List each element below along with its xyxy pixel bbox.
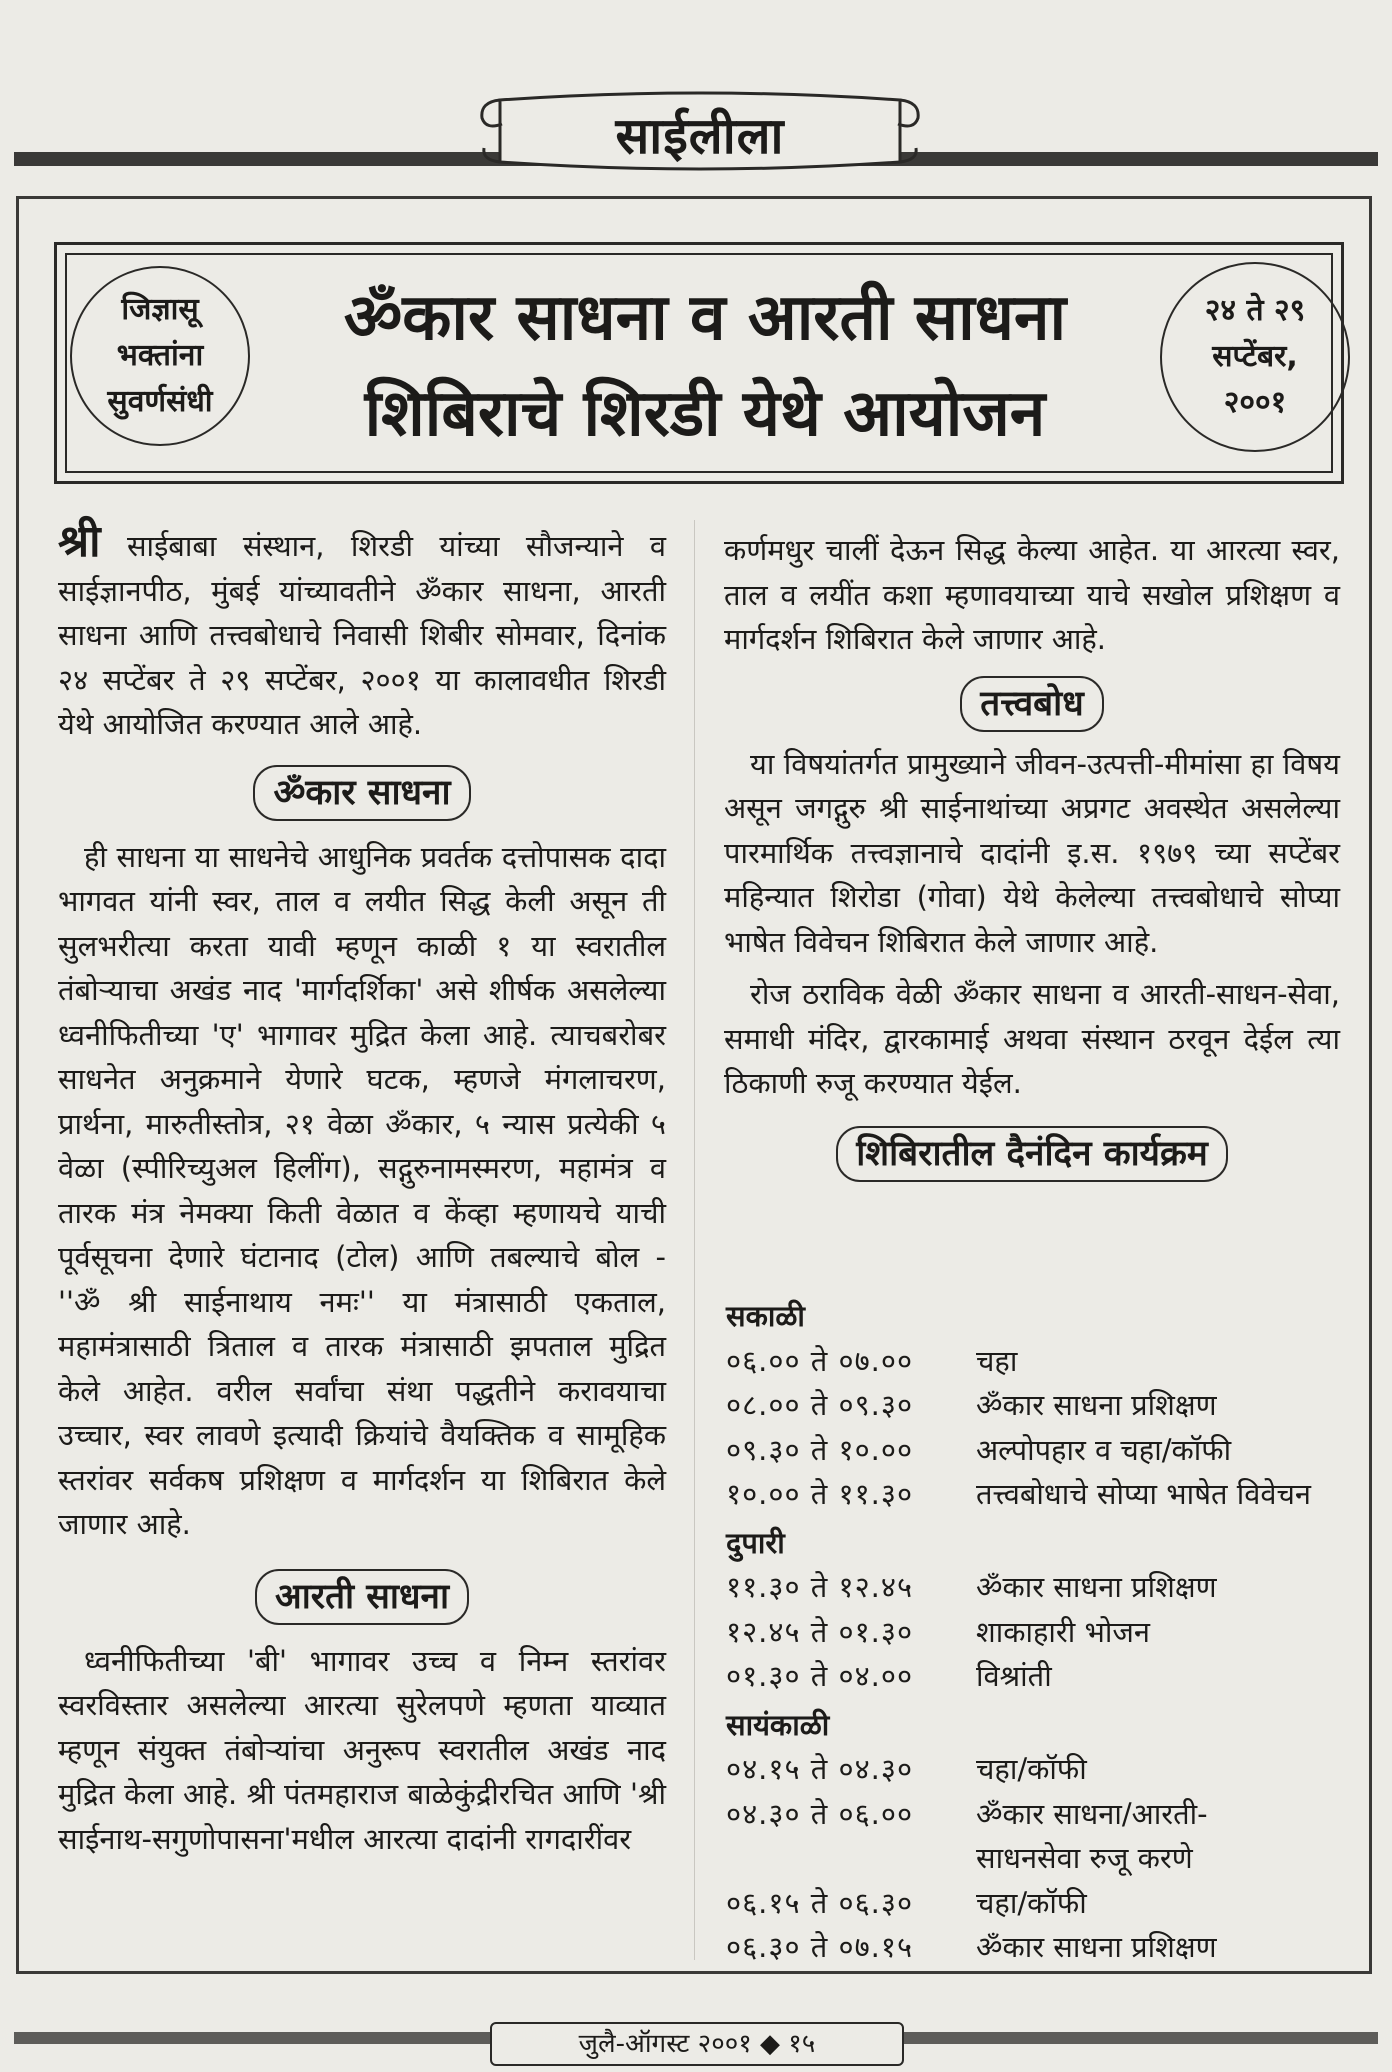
tattvabodh-paragraph: या विषयांतर्गत प्रामुख्याने जीवन-उत्पत्ती-मीमांसा हा विषय असून जगद्गुरु श्री साईनाथांच्या अप्रगट अवस्थेत असलेल्या पारमार्थिक तत्त्वज्ञानाचे दादांनी इ.स. १९७९ च्या सप्टेंबर महिन्यात शिरोडा (गोवा) येथे केलेल्या तत्त्वबोधाचे सोप्या भाषेत विवेचन शिबिरात केले जाणार आहे. xyxy=(724,746,1340,959)
schedule-activity: ॐकार साधना प्रशिक्षण xyxy=(976,1930,1217,1964)
masthead-ribbon xyxy=(470,82,930,178)
continuation-paragraph: कर्णमधुर चालीं देऊन सिद्ध केल्या आहेत. या आरत्या स्वर, ताल व लयींत कशा म्हणावयाच्या याचे सखोल प्रशिक्षण व मार्गदर्शन शिबिरात केले जाणार आहे. xyxy=(724,533,1340,656)
left-circle-badge xyxy=(70,266,250,446)
schedule-activity: ॐकार साधना/आरती- xyxy=(976,1796,1208,1831)
schedule-activity: चहा/कॉफी xyxy=(976,1885,1087,1920)
schedule-row xyxy=(726,1565,1346,1610)
omkar-paragraph: ही साधना या साधनेचे आधुनिक प्रवर्तक दत्तोपासक दादा भागवत यांनी स्वर, ताल व लयीत सिद्ध केली असून ती सुलभरीत्या करता यावी म्हणून काळी १ या स्वरातील तंबोऱ्याचा अखंड नाद 'मार्गदर्शिका' असे शीर्षक असलेल्या ध्वनीफितीच्या 'ए' भागावर मुद्रित केला आहे. त्याचबरोबर साधनेत अनुक्रमाने येणारे घटक, म्हणजे मंगलाचरण, प्रार्थना, मारुतीस्तोत्र, २१ वेळा ॐकार, ५ न्यास प्रत्येकी ५ वेळा (स्पीरिच्युअल हिलींग), सद्गुरुनामस्मरण, महामंत्र व तारक मंत्र नेमक्या किती वेळात व केंव्हा म्हणायचे याची पूर्वसूचना देणारे घंटानाद (टोल) आणि तबल्याचे बोल - ''ॐ श्री साईनाथाय नमः'' या मंत्रासाठी एकताल, महामंत्रासाठी त्रिताल व तारक मंत्रासाठी झपताल मुद्रित केले आहेत. वरील सर्वांचा संथा पद्धतीने करावयाचा उच्चार, स्वर लावणे इत्यादी क्रियांचे वैयक्तिक व सामूहिक स्तरांवर सर्वकष प्रशिक्षण व मार्गदर्शन या शिबिरात केले जाणार आहे. xyxy=(58,839,666,1541)
right-circle-line: २४ ते २९ xyxy=(1204,293,1306,328)
schedule-row xyxy=(726,1836,1346,1881)
section-heading-tattvabodh: तत्त्वबोध xyxy=(960,676,1104,732)
schedule-activity: विश्रांती xyxy=(976,1659,1052,1693)
section-heading-omkar: ॐकार साधना xyxy=(253,765,470,821)
schedule-time: ११.३० ते १२.४५ xyxy=(726,1570,914,1604)
schedule-time: ०४.३० ते ०६.०० xyxy=(726,1796,914,1831)
schedule-time: ०६.३० ते ०७.१५ xyxy=(726,1930,914,1964)
schedule-time: ०४.१५ ते ०४.३० xyxy=(726,1752,914,1786)
masthead-title: साईलीला xyxy=(615,107,785,165)
schedule-activity: साधनसेवा रुजू करणे xyxy=(976,1841,1193,1875)
schedule-time: १०.०० ते ११.३० xyxy=(726,1477,914,1511)
schedule-activity: ॐकार साधना प्रशिक्षण xyxy=(976,1570,1217,1604)
schedule-activity: तत्त्वबोधाचे सोप्या भाषेत विवेचन xyxy=(976,1477,1311,1511)
aarti-paragraph: ध्वनीफितीच्या 'बी' भागावर उच्च व निम्न स्तरांवर स्वरविस्तार असलेल्या आरत्या सुरेलपणे म्हणता याव्यात म्हणून संयुक्त तंबोऱ्यांचा अनुरूप स्वरातील अखंड नाद मुद्रित केला आहे. श्री पंतमहाराज बाळेकुंद्रीरचित आणि 'श्री साईनाथ-सगुणोपासना'मधील आरत्या दादांनी रागदारींवर xyxy=(58,1643,666,1856)
schedule-activity: अल्पोपहार व चहा/कॉफी xyxy=(976,1432,1232,1467)
schedule-time: ०९.३० ते १०.०० xyxy=(726,1432,914,1467)
schedule-time: ०८.०० ते ०९.३० xyxy=(726,1388,914,1422)
section-heading-wrap xyxy=(58,765,666,821)
headline-line: ॐकार साधना व आरती साधना xyxy=(343,281,1067,355)
schedule-section-label: सायंकाळी xyxy=(726,1707,830,1742)
schedule-row xyxy=(726,1654,1346,1699)
schedule-row xyxy=(726,1881,1346,1926)
section-heading-wrap xyxy=(724,676,1340,732)
schedule-row xyxy=(726,1472,1346,1517)
schedule-time: ०६.०० ते ०७.०० xyxy=(726,1343,914,1378)
schedule-row xyxy=(726,1610,1346,1655)
section-heading-wrap xyxy=(724,1126,1340,1182)
schedule-time xyxy=(726,1836,976,1881)
schedule-time: ०१.३० ते ०४.०० xyxy=(726,1659,914,1693)
right-column xyxy=(724,528,1340,1182)
schedule-activity: ॐकार साधना प्रशिक्षण xyxy=(976,1388,1217,1422)
headline-line: शिबिराचे शिरडी येथे आयोजन xyxy=(364,377,1046,451)
intro-paragraph xyxy=(58,516,667,747)
schedule-time: ०६.१५ ते ०६.३० xyxy=(726,1885,914,1920)
page-footer: जुलै-ऑगस्ट २००१ ◆ १५ xyxy=(490,2022,904,2066)
schedule-activity: चहा xyxy=(976,1343,1018,1378)
left-circle-line: भक्तांना xyxy=(116,338,204,373)
schedule-time: १२.४५ ते ०१.३० xyxy=(726,1614,914,1649)
drop-word: श्री xyxy=(58,516,101,567)
schedule-section-label: सकाळी xyxy=(726,1299,805,1333)
daily-paragraph: रोज ठराविक वेळी ॐकार साधना व आरती-साधन-सेवा, समाधी मंदिर, द्वारकामाई अथवा संस्थान ठरवून देईल त्या ठिकाणी रुजू करण्यात येईल. xyxy=(724,977,1340,1100)
schedule-section-label: दुपारी xyxy=(726,1525,785,1560)
schedule-row xyxy=(726,1428,1346,1473)
schedule-activity: चहा/कॉफी xyxy=(976,1752,1087,1786)
left-circle-line: जिज्ञासू xyxy=(121,292,199,327)
schedule-row xyxy=(726,1383,1346,1428)
headline xyxy=(270,270,1140,462)
left-circle-line: सुवर्णसंधी xyxy=(107,384,213,419)
section-heading-wrap xyxy=(58,1569,666,1625)
right-circle-line: २००१ xyxy=(1223,385,1287,420)
intro-text: साईबाबा संस्थान, शिरडी यांच्या सौजन्याने व साईज्ञानपीठ, मुंबई यांच्यावतीने ॐकार साधना, आरती साधना आणि तत्त्वबोधाचे निवासी शिबीर सोमवार, दिनांक २४ सप्टेंबर ते २९ सप्टेंबर, २००१ या कालावधीत शिरडी येथे आयोजित करण्यात आले आहे. xyxy=(58,529,667,741)
section-heading-aarti: आरती साधना xyxy=(255,1569,469,1625)
schedule-table xyxy=(726,1290,1346,1970)
schedule-activity: शाकाहारी भोजन xyxy=(976,1614,1151,1649)
schedule-row xyxy=(726,1747,1346,1792)
column-divider xyxy=(694,520,695,1960)
left-column xyxy=(58,516,667,1861)
schedule-row xyxy=(726,1339,1346,1384)
schedule-row xyxy=(726,1925,1346,1970)
right-circle-line: सप्टेंबर, xyxy=(1212,339,1298,374)
section-heading-schedule: शिबिरातील दैनंदिन कार्यक्रम xyxy=(836,1126,1228,1182)
right-circle-dates xyxy=(1160,262,1350,452)
schedule-row xyxy=(726,1792,1346,1837)
